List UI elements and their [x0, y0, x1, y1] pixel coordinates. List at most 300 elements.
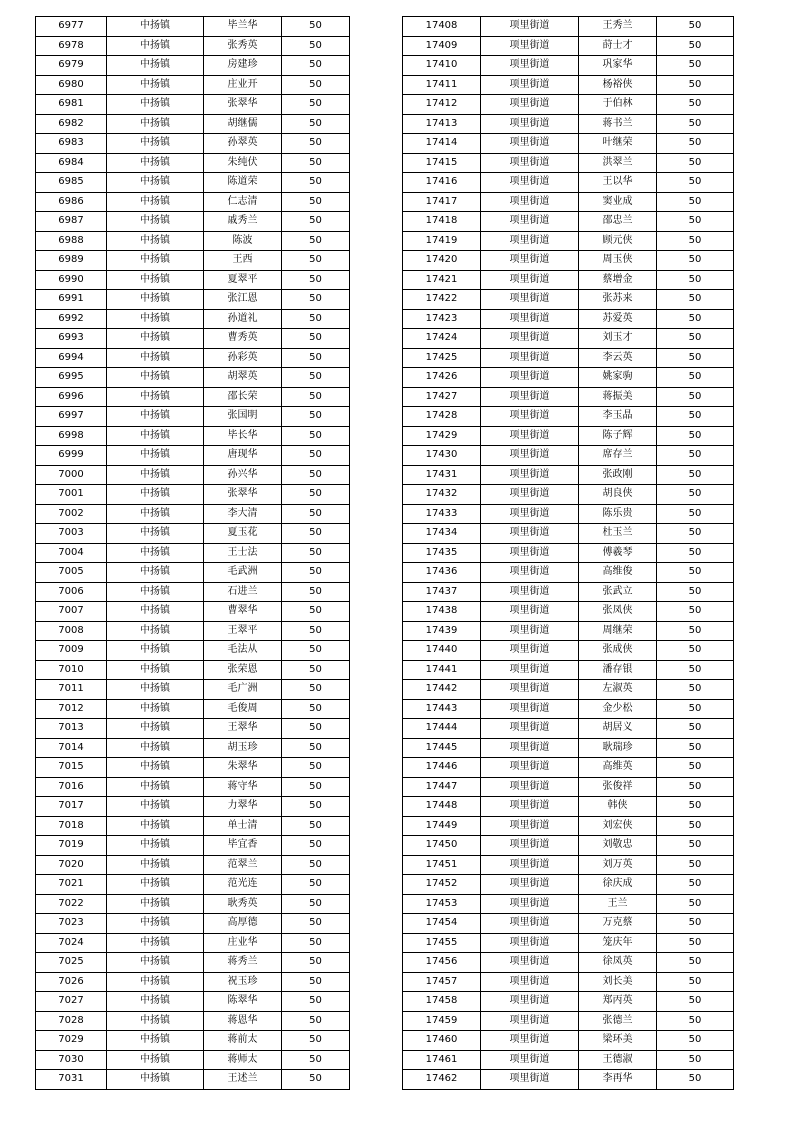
- serial-cell: 7024: [36, 933, 107, 953]
- amount-cell: 50: [282, 660, 350, 680]
- town-cell: 项里街道: [481, 17, 579, 37]
- amount-cell: 50: [282, 738, 350, 758]
- name-cell: 张成侠: [579, 641, 657, 661]
- town-cell: 项里街道: [481, 680, 579, 700]
- serial-cell: 17421: [403, 270, 481, 290]
- table-row: [403, 894, 734, 914]
- serial-cell: 17435: [403, 543, 481, 563]
- serial-cell: 6991: [36, 290, 107, 310]
- amount-cell: 50: [657, 192, 734, 212]
- town-cell: 中扬镇: [107, 134, 204, 154]
- name-cell: 高厚德: [204, 914, 282, 934]
- serial-cell: 17431: [403, 465, 481, 485]
- amount-cell: 50: [657, 426, 734, 446]
- table-row: [36, 563, 350, 583]
- serial-cell: 17428: [403, 407, 481, 427]
- serial-cell: 17442: [403, 680, 481, 700]
- table-row: [403, 621, 734, 641]
- town-cell: 中扬镇: [107, 563, 204, 583]
- table-row: [36, 953, 350, 973]
- town-cell: 项里街道: [481, 134, 579, 154]
- table-row: [403, 309, 734, 329]
- name-cell: 朱翠华: [204, 758, 282, 778]
- town-cell: 中扬镇: [107, 407, 204, 427]
- table-row: [36, 1050, 350, 1070]
- table-row: [36, 914, 350, 934]
- town-cell: 中扬镇: [107, 699, 204, 719]
- name-cell: 周玉侠: [579, 251, 657, 271]
- town-cell: 中扬镇: [107, 485, 204, 505]
- town-cell: 中扬镇: [107, 1070, 204, 1090]
- table-row: [36, 992, 350, 1012]
- table-row: [403, 699, 734, 719]
- town-cell: 项里街道: [481, 290, 579, 310]
- name-cell: 陈子辉: [579, 426, 657, 446]
- serial-cell: 6994: [36, 348, 107, 368]
- table-row: [36, 309, 350, 329]
- table-row: [403, 680, 734, 700]
- town-cell: 中扬镇: [107, 660, 204, 680]
- amount-cell: 50: [282, 836, 350, 856]
- serial-cell: 17460: [403, 1031, 481, 1051]
- name-cell: 范翠兰: [204, 855, 282, 875]
- name-cell: 金少松: [579, 699, 657, 719]
- town-cell: 项里街道: [481, 309, 579, 329]
- town-cell: 项里街道: [481, 1050, 579, 1070]
- name-cell: 王翠平: [204, 621, 282, 641]
- table-row: [36, 504, 350, 524]
- amount-cell: 50: [282, 192, 350, 212]
- town-cell: 中扬镇: [107, 738, 204, 758]
- amount-cell: 50: [282, 992, 350, 1012]
- town-cell: 中扬镇: [107, 212, 204, 232]
- table-row: [36, 972, 350, 992]
- serial-cell: 17449: [403, 816, 481, 836]
- name-cell: 张俊祥: [579, 777, 657, 797]
- serial-cell: 6985: [36, 173, 107, 193]
- town-cell: 中扬镇: [107, 309, 204, 329]
- town-cell: 项里街道: [481, 504, 579, 524]
- serial-cell: 17408: [403, 17, 481, 37]
- amount-cell: 50: [657, 699, 734, 719]
- name-cell: 孙彩英: [204, 348, 282, 368]
- table-row: [36, 192, 350, 212]
- name-cell: 蒋师太: [204, 1050, 282, 1070]
- amount-cell: 50: [282, 504, 350, 524]
- town-cell: 中扬镇: [107, 894, 204, 914]
- serial-cell: 7008: [36, 621, 107, 641]
- serial-cell: 17413: [403, 114, 481, 134]
- name-cell: 傅羲琴: [579, 543, 657, 563]
- town-cell: 中扬镇: [107, 1031, 204, 1051]
- town-cell: 项里街道: [481, 1011, 579, 1031]
- amount-cell: 50: [657, 1011, 734, 1031]
- serial-cell: 6989: [36, 251, 107, 271]
- name-cell: 蒋书兰: [579, 114, 657, 134]
- name-cell: 胡良侠: [579, 485, 657, 505]
- amount-cell: 50: [282, 485, 350, 505]
- table-row: [403, 114, 734, 134]
- town-cell: 项里街道: [481, 56, 579, 76]
- town-cell: 项里街道: [481, 563, 579, 583]
- serial-cell: 7030: [36, 1050, 107, 1070]
- name-cell: 杨裕侠: [579, 75, 657, 95]
- serial-cell: 17452: [403, 875, 481, 895]
- table-row: [36, 329, 350, 349]
- name-cell: 毕宜香: [204, 836, 282, 856]
- amount-cell: 50: [657, 914, 734, 934]
- name-cell: 梁环美: [579, 1031, 657, 1051]
- name-cell: 刘敬忠: [579, 836, 657, 856]
- table-row: [36, 680, 350, 700]
- amount-cell: 50: [657, 114, 734, 134]
- serial-cell: 17417: [403, 192, 481, 212]
- serial-cell: 6988: [36, 231, 107, 251]
- serial-cell: 17429: [403, 426, 481, 446]
- table-row: [36, 153, 350, 173]
- name-cell: 李再华: [579, 1070, 657, 1090]
- town-cell: 项里街道: [481, 212, 579, 232]
- serial-cell: 6997: [36, 407, 107, 427]
- serial-cell: 7014: [36, 738, 107, 758]
- amount-cell: 50: [282, 1070, 350, 1090]
- table-row: [36, 836, 350, 856]
- amount-cell: 50: [657, 36, 734, 56]
- amount-cell: 50: [657, 290, 734, 310]
- table-row: [36, 602, 350, 622]
- name-cell: 力翠华: [204, 797, 282, 817]
- amount-cell: 50: [657, 582, 734, 602]
- town-cell: 项里街道: [481, 426, 579, 446]
- name-cell: 蔡增金: [579, 270, 657, 290]
- town-cell: 中扬镇: [107, 524, 204, 544]
- name-cell: 耿瑞珍: [579, 738, 657, 758]
- serial-cell: 17453: [403, 894, 481, 914]
- amount-cell: 50: [657, 894, 734, 914]
- table-row: [403, 777, 734, 797]
- table-row: [36, 641, 350, 661]
- table-row: [36, 582, 350, 602]
- serial-cell: 17443: [403, 699, 481, 719]
- table-row: [403, 563, 734, 583]
- serial-cell: 6998: [36, 426, 107, 446]
- town-cell: 中扬镇: [107, 836, 204, 856]
- serial-cell: 17456: [403, 953, 481, 973]
- table-row: [403, 1050, 734, 1070]
- town-cell: 中扬镇: [107, 387, 204, 407]
- town-cell: 项里街道: [481, 465, 579, 485]
- town-cell: 中扬镇: [107, 348, 204, 368]
- amount-cell: 50: [282, 972, 350, 992]
- table-row: [36, 36, 350, 56]
- name-cell: 王以华: [579, 173, 657, 193]
- name-cell: 姚家驹: [579, 368, 657, 388]
- amount-cell: 50: [282, 563, 350, 583]
- name-cell: 邵长荣: [204, 387, 282, 407]
- name-cell: 孙兴华: [204, 465, 282, 485]
- table-row: [36, 465, 350, 485]
- serial-cell: 7017: [36, 797, 107, 817]
- town-cell: 项里街道: [481, 758, 579, 778]
- town-cell: 项里街道: [481, 95, 579, 115]
- serial-cell: 7021: [36, 875, 107, 895]
- amount-cell: 50: [657, 231, 734, 251]
- name-cell: 张凤侠: [579, 602, 657, 622]
- amount-cell: 50: [282, 875, 350, 895]
- name-cell: 徐庆成: [579, 875, 657, 895]
- amount-cell: 50: [282, 777, 350, 797]
- town-cell: 中扬镇: [107, 797, 204, 817]
- town-cell: 项里街道: [481, 836, 579, 856]
- amount-cell: 50: [282, 699, 350, 719]
- serial-cell: 6979: [36, 56, 107, 76]
- amount-cell: 50: [657, 212, 734, 232]
- town-cell: 中扬镇: [107, 17, 204, 37]
- town-cell: 中扬镇: [107, 465, 204, 485]
- name-cell: 叶继荣: [579, 134, 657, 154]
- table-row: [36, 426, 350, 446]
- serial-cell: 17426: [403, 368, 481, 388]
- amount-cell: 50: [657, 368, 734, 388]
- amount-cell: 50: [657, 465, 734, 485]
- town-cell: 中扬镇: [107, 192, 204, 212]
- table-row: [36, 933, 350, 953]
- town-cell: 中扬镇: [107, 290, 204, 310]
- amount-cell: 50: [657, 797, 734, 817]
- amount-cell: 50: [282, 329, 350, 349]
- name-cell: 蒋守华: [204, 777, 282, 797]
- name-cell: 万克蔡: [579, 914, 657, 934]
- amount-cell: 50: [282, 933, 350, 953]
- table-row: [403, 953, 734, 973]
- serial-cell: 17450: [403, 836, 481, 856]
- amount-cell: 50: [282, 914, 350, 934]
- table-row: [403, 602, 734, 622]
- table-row: [36, 797, 350, 817]
- town-cell: 项里街道: [481, 1031, 579, 1051]
- serial-cell: 7002: [36, 504, 107, 524]
- name-cell: 刘长美: [579, 972, 657, 992]
- amount-cell: 50: [657, 563, 734, 583]
- town-cell: 中扬镇: [107, 543, 204, 563]
- town-cell: 项里街道: [481, 251, 579, 271]
- amount-cell: 50: [657, 446, 734, 466]
- amount-cell: 50: [282, 621, 350, 641]
- town-cell: 中扬镇: [107, 231, 204, 251]
- serial-cell: 7009: [36, 641, 107, 661]
- name-cell: 毕兰华: [204, 17, 282, 37]
- table-row: [36, 855, 350, 875]
- table-row: [403, 972, 734, 992]
- town-cell: 项里街道: [481, 602, 579, 622]
- table-row: [403, 855, 734, 875]
- name-cell: 刘宏侠: [579, 816, 657, 836]
- town-cell: 项里街道: [481, 797, 579, 817]
- name-cell: 刘万英: [579, 855, 657, 875]
- town-cell: 项里街道: [481, 485, 579, 505]
- serial-cell: 7005: [36, 563, 107, 583]
- amount-cell: 50: [282, 602, 350, 622]
- serial-cell: 17445: [403, 738, 481, 758]
- town-cell: 项里街道: [481, 446, 579, 466]
- name-cell: 陈波: [204, 231, 282, 251]
- table-row: [403, 17, 734, 37]
- right-table: [402, 16, 734, 1090]
- amount-cell: 50: [657, 17, 734, 37]
- town-cell: 中扬镇: [107, 1050, 204, 1070]
- serial-cell: 17441: [403, 660, 481, 680]
- table-row: [403, 1011, 734, 1031]
- name-cell: 张德兰: [579, 1011, 657, 1031]
- name-cell: 戚秀兰: [204, 212, 282, 232]
- name-cell: 左淑英: [579, 680, 657, 700]
- town-cell: 项里街道: [481, 953, 579, 973]
- amount-cell: 50: [282, 134, 350, 154]
- amount-cell: 50: [657, 1050, 734, 1070]
- amount-cell: 50: [657, 524, 734, 544]
- serial-cell: 7006: [36, 582, 107, 602]
- table-row: [36, 231, 350, 251]
- name-cell: 范光连: [204, 875, 282, 895]
- table-row: [403, 387, 734, 407]
- amount-cell: 50: [282, 641, 350, 661]
- amount-cell: 50: [657, 75, 734, 95]
- table-row: [403, 290, 734, 310]
- table-row: [36, 56, 350, 76]
- table-row: [36, 816, 350, 836]
- serial-cell: 17454: [403, 914, 481, 934]
- town-cell: 项里街道: [481, 855, 579, 875]
- name-cell: 韩侠: [579, 797, 657, 817]
- table-row: [36, 738, 350, 758]
- amount-cell: 50: [282, 368, 350, 388]
- amount-cell: 50: [657, 270, 734, 290]
- name-cell: 庄业华: [204, 933, 282, 953]
- amount-cell: 50: [282, 543, 350, 563]
- name-cell: 张国明: [204, 407, 282, 427]
- town-cell: 项里街道: [481, 1070, 579, 1090]
- table-row: [403, 192, 734, 212]
- name-cell: 李云英: [579, 348, 657, 368]
- serial-cell: 7000: [36, 465, 107, 485]
- town-cell: 中扬镇: [107, 582, 204, 602]
- town-cell: 中扬镇: [107, 621, 204, 641]
- serial-cell: 17458: [403, 992, 481, 1012]
- amount-cell: 50: [282, 758, 350, 778]
- amount-cell: 50: [282, 290, 350, 310]
- table-row: [403, 56, 734, 76]
- amount-cell: 50: [657, 777, 734, 797]
- table-row: [36, 1031, 350, 1051]
- name-cell: 曹翠华: [204, 602, 282, 622]
- serial-cell: 17409: [403, 36, 481, 56]
- amount-cell: 50: [282, 173, 350, 193]
- town-cell: 中扬镇: [107, 114, 204, 134]
- town-cell: 中扬镇: [107, 426, 204, 446]
- serial-cell: 7012: [36, 699, 107, 719]
- table-row: [403, 875, 734, 895]
- amount-cell: 50: [282, 816, 350, 836]
- table-row: [403, 524, 734, 544]
- table-row: [36, 660, 350, 680]
- serial-cell: 17446: [403, 758, 481, 778]
- serial-cell: 17416: [403, 173, 481, 193]
- name-cell: 邵忠兰: [579, 212, 657, 232]
- amount-cell: 50: [657, 875, 734, 895]
- town-cell: 中扬镇: [107, 680, 204, 700]
- amount-cell: 50: [657, 485, 734, 505]
- amount-cell: 50: [657, 641, 734, 661]
- name-cell: 陈乐贵: [579, 504, 657, 524]
- name-cell: 窦业成: [579, 192, 657, 212]
- name-cell: 毛法从: [204, 641, 282, 661]
- table-row: [36, 368, 350, 388]
- serial-cell: 17436: [403, 563, 481, 583]
- town-cell: 项里街道: [481, 368, 579, 388]
- name-cell: 胡玉珍: [204, 738, 282, 758]
- amount-cell: 50: [282, 251, 350, 271]
- serial-cell: 7016: [36, 777, 107, 797]
- serial-cell: 17448: [403, 797, 481, 817]
- amount-cell: 50: [282, 426, 350, 446]
- name-cell: 王德淑: [579, 1050, 657, 1070]
- serial-cell: 17447: [403, 777, 481, 797]
- serial-cell: 6983: [36, 134, 107, 154]
- town-cell: 项里街道: [481, 114, 579, 134]
- name-cell: 唐现华: [204, 446, 282, 466]
- name-cell: 杜玉兰: [579, 524, 657, 544]
- table-row: [36, 894, 350, 914]
- serial-cell: 17455: [403, 933, 481, 953]
- town-cell: 中扬镇: [107, 36, 204, 56]
- left-table: [35, 16, 350, 1090]
- amount-cell: 50: [282, 855, 350, 875]
- table-row: [36, 114, 350, 134]
- town-cell: 项里街道: [481, 270, 579, 290]
- name-cell: 周继荣: [579, 621, 657, 641]
- table-row: [403, 914, 734, 934]
- name-cell: 孙翠英: [204, 134, 282, 154]
- serial-cell: 7029: [36, 1031, 107, 1051]
- amount-cell: 50: [657, 621, 734, 641]
- table-row: [36, 348, 350, 368]
- table-row: [36, 173, 350, 193]
- name-cell: 洪翠兰: [579, 153, 657, 173]
- town-cell: 项里街道: [481, 641, 579, 661]
- town-cell: 中扬镇: [107, 504, 204, 524]
- name-cell: 莳士才: [579, 36, 657, 56]
- table-row: [403, 36, 734, 56]
- serial-cell: 17422: [403, 290, 481, 310]
- amount-cell: 50: [657, 758, 734, 778]
- amount-cell: 50: [657, 348, 734, 368]
- town-cell: 项里街道: [481, 699, 579, 719]
- name-cell: 高维俊: [579, 563, 657, 583]
- table-row: [36, 1011, 350, 1031]
- name-cell: 陈道荣: [204, 173, 282, 193]
- serial-cell: 17439: [403, 621, 481, 641]
- amount-cell: 50: [282, 17, 350, 37]
- table-row: [403, 270, 734, 290]
- serial-cell: 7001: [36, 485, 107, 505]
- name-cell: 单士清: [204, 816, 282, 836]
- name-cell: 张翠华: [204, 485, 282, 505]
- amount-cell: 50: [282, 465, 350, 485]
- serial-cell: 17433: [403, 504, 481, 524]
- table-row: [36, 524, 350, 544]
- table-row: [403, 660, 734, 680]
- name-cell: 苏爱英: [579, 309, 657, 329]
